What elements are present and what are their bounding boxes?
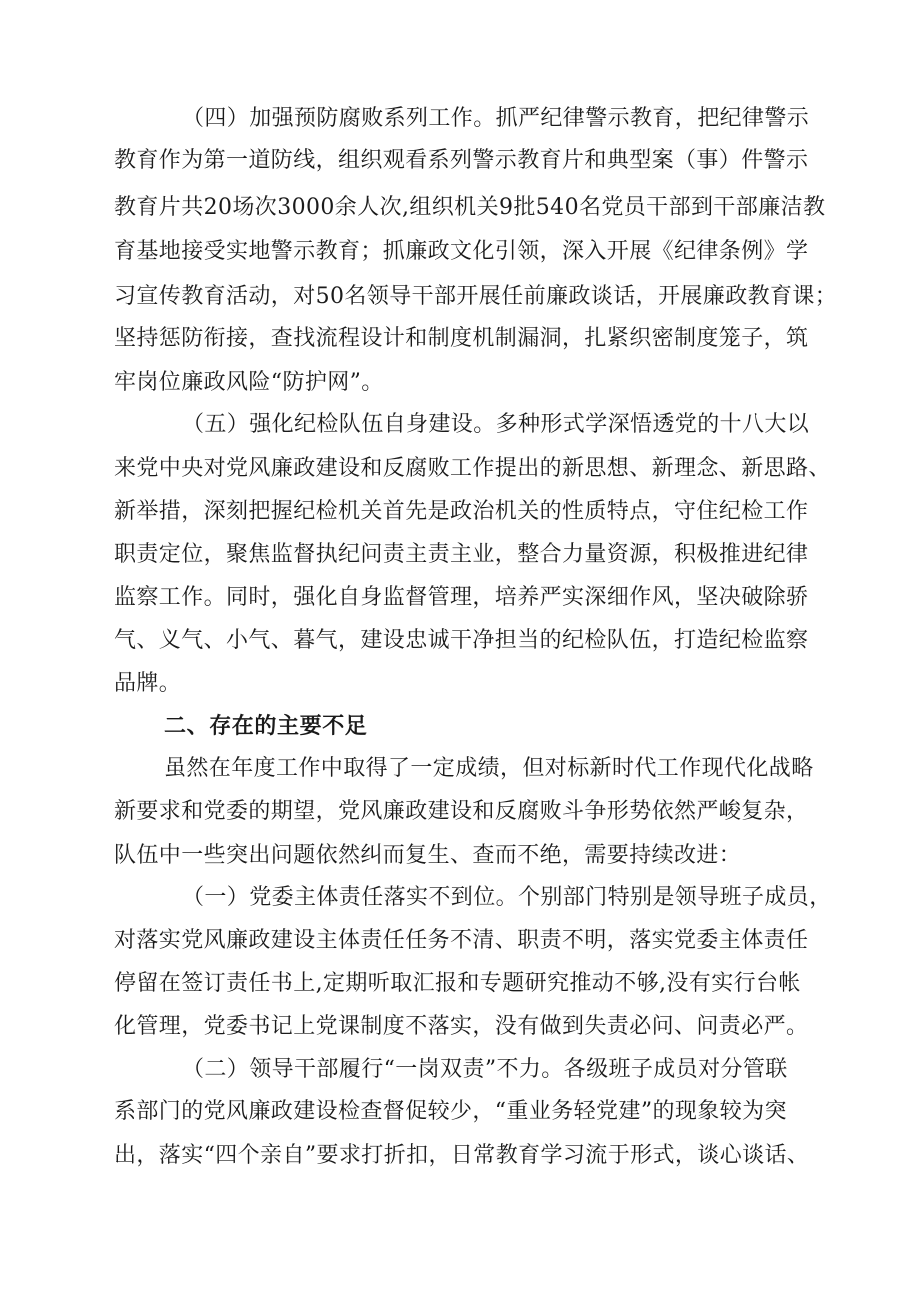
issue-2-line-1: （二）领导干部履行“一岗双责”不力。各级班子成员对分管联 (182, 1057, 788, 1082)
paragraph-5-line-5: 监察工作。同时，强化自身监督管理，培养严实深细作风，坚决破除骄 (114, 585, 809, 610)
issue-1-line-4: 化管理，党委书记上党课制度不落实，没有做到失责必问、问责必严。 (114, 1014, 809, 1039)
intro-paragraph-line-2: 新要求和党委的期望，党风廉政建设和反腐败斗争形势依然严峻复杂， (114, 799, 809, 824)
issue-1-line-2: 对落实党风廉政建设主体责任任务不清、职责不明，落实党委主体责任 (114, 928, 809, 953)
paragraph-4-line-4: 育基地接受实地警示教育；抓廉政文化引领，深入开展《纪律条例》学 (114, 239, 809, 264)
issue-2-line-3: 出，落实“四个亲自”要求打折扣，日常教育学习流于形式，谈心谈话、 (114, 1143, 810, 1168)
paragraph-5-line-1: （五）强化纪检队伍自身建设。多种形式学深悟透党的十八大以 (182, 412, 810, 437)
paragraph-5-line-3: 新举措，深刻把握纪检机关首先是政治机关的性质特点，守住纪检工作 (114, 499, 809, 524)
section-heading: 二、存在的主要不足 (164, 714, 368, 739)
paragraph-5-line-4: 职责定位，聚焦监督执纪问责主责主业，整合力量资源，积极推进纪律 (114, 542, 809, 567)
paragraph-4-line-7: 牢岗位廉政风险“防护网”。 (114, 370, 384, 395)
paragraph-4-line-3: 教育片共20场次3000余人次,组织机关9批540名党员干部到干部廉洁教 (114, 195, 826, 220)
issue-1-line-3: 停留在签订责任书上,定期听取汇报和专题研究推动不够,没有实行台帐 (114, 971, 801, 996)
paragraph-4-line-1: （四）加强预防腐败系列工作。抓严纪律警示教育，把纪律警示 (182, 106, 810, 131)
paragraph-5-line-7: 品牌。 (114, 671, 182, 696)
paragraph-4-line-5: 习宣传教育活动，对50名领导干部开展任前廉政谈话，开展廉政教育课； (114, 284, 838, 309)
issue-1-line-1: （一）党委主体责任落实不到位。个别部门特别是领导班子成员， (182, 885, 832, 910)
intro-paragraph-line-3: 队伍中一些突出问题依然纠而复生、查而不绝，需要持续改进： (114, 843, 742, 868)
intro-paragraph-line-1: 虽然在年度工作中取得了一定成绩，但对标新时代工作现代化战略 (164, 756, 814, 781)
issue-2-line-2: 系部门的党风廉政建设检查督促较少，“重业务轻党建”的现象较为突 (114, 1099, 787, 1124)
paragraph-4-line-2: 教育作为第一道防线，组织观看系列警示教育片和典型案（事）件警示 (114, 148, 809, 173)
paragraph-5-line-6: 气、义气、小气、暮气，建设忠诚干净担当的纪检队伍，打造纪检监察 (114, 628, 809, 653)
paragraph-5-line-2: 来党中央对党风廉政建设和反腐败工作提出的新思想、新理念、新思路、 (114, 456, 831, 481)
paragraph-4-line-6: 坚持惩防衔接，查找流程设计和制度机制漏洞，扎紧织密制度笼子，筑 (114, 326, 809, 351)
